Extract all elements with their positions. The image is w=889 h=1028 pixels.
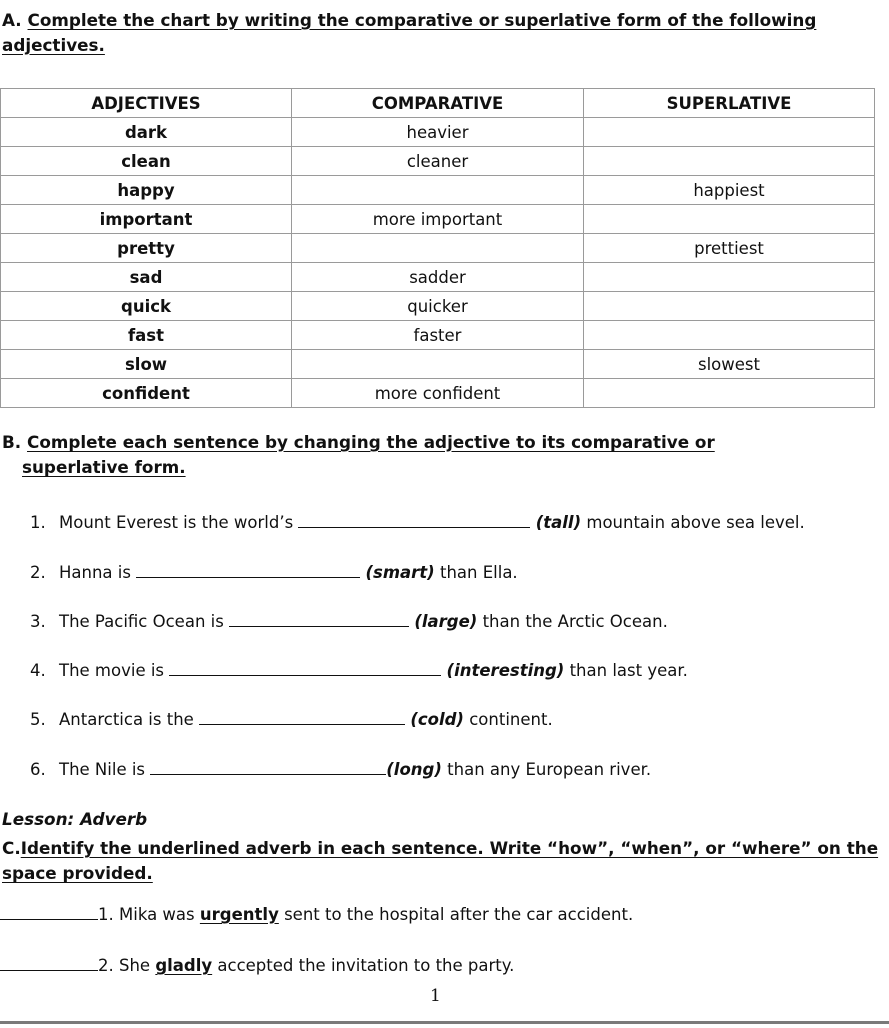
superlative-cell[interactable] [584,205,875,234]
adjective-cell: slow [1,350,292,379]
chart-row [1,379,875,408]
sentence-5: 5. Antarctica is the (cold) continent. [30,710,553,729]
superlative-cell[interactable] [584,379,875,408]
section-c-prefix: C. [2,838,21,858]
sentence-4: 4. The movie is (interesting) than last year. [30,661,688,680]
lesson-title: Lesson: Adverb [2,809,148,829]
sentence-6: 6. The Nile is (long) than any European river. [30,760,652,779]
section-a-prefix: A. [2,10,22,30]
chart-row [1,350,875,379]
section-a-instruction-line2: adjectives. [2,35,105,55]
adverb-item-1: 1. Mika was urgently sent to the hospital after the car accident. [0,905,633,924]
adjective-cell: fast [1,321,292,350]
superlative-cell[interactable]: slowest [584,350,875,379]
chart-row [1,263,875,292]
adjective-cell: quick [1,292,292,321]
page-number: 1 [430,986,441,1006]
comparative-cell[interactable]: quicker [292,292,584,321]
adjective-cell: clean [1,147,292,176]
comparative-cell[interactable] [292,234,584,263]
superlative-cell[interactable] [584,118,875,147]
chart-row [1,147,875,176]
adverb-answer-blank-1[interactable] [0,905,98,920]
adjective-cell: confident [1,379,292,408]
superlative-cell[interactable]: prettiest [584,234,875,263]
sentence-1: 1. Mount Everest is the world’s (tall) mountain above sea level. [30,513,805,532]
answer-blank-1[interactable] [298,513,530,528]
adjective-chart [0,88,875,408]
answer-blank-5[interactable] [199,710,405,725]
section-a-heading [2,8,887,58]
header-superlative: SUPERLATIVE [584,89,875,118]
answer-blank-2[interactable] [136,563,360,578]
adverb-item-2: 2. She gladly accepted the invitation to the party. [0,956,514,975]
comparative-cell[interactable]: sadder [292,263,584,292]
superlative-cell[interactable] [584,263,875,292]
superlative-cell[interactable] [584,292,875,321]
comparative-cell[interactable]: more confident [292,379,584,408]
comparative-cell[interactable] [292,176,584,205]
answer-blank-3[interactable] [229,612,409,627]
section-c-instruction-line1: Identify the underlined adverb in each sentence. Write “how”, “when”, or “where” on the [20,838,879,858]
adjective-cell: important [1,205,292,234]
answer-blank-4[interactable] [169,661,441,676]
header-comparative: COMPARATIVE [292,89,584,118]
chart-header-row [1,89,875,118]
superlative-cell[interactable]: happiest [584,176,875,205]
section-a-instruction-line1: Complete the chart by writing the comparative or superlative form of the following [27,10,817,30]
comparative-cell[interactable]: cleaner [292,147,584,176]
chart-row [1,176,875,205]
sentence-3: 3. The Pacific Ocean is (large) than the Arctic Ocean. [30,612,668,631]
comparative-cell[interactable]: heavier [292,118,584,147]
section-b-instruction-line1: Complete each sentence by changing the adjective to its comparative or [27,432,715,452]
comparative-cell[interactable] [292,350,584,379]
chart-row [1,292,875,321]
chart-row [1,205,875,234]
section-c-instruction-line2: space provided. [2,863,153,883]
sentence-2: 2. Hanna is (smart) than Ella. [30,563,518,582]
section-c-heading [2,836,887,886]
section-b-instruction-line2: superlative form. [22,457,186,477]
adjective-cell: dark [1,118,292,147]
adjective-cell: happy [1,176,292,205]
underlined-adverb-2: gladly [155,956,213,975]
chart-row [1,118,875,147]
section-b-prefix: B. [2,432,22,452]
adjective-cell: sad [1,263,292,292]
answer-blank-6[interactable] [150,760,386,775]
chart-row [1,234,875,263]
chart-row [1,321,875,350]
comparative-cell[interactable]: faster [292,321,584,350]
section-b-heading [2,430,872,480]
header-adjectives: ADJECTIVES [1,89,292,118]
page-bottom-rule [0,1021,889,1024]
superlative-cell[interactable] [584,147,875,176]
adjective-cell: pretty [1,234,292,263]
superlative-cell[interactable] [584,321,875,350]
underlined-adverb-1: urgently [199,905,279,924]
comparative-cell[interactable]: more important [292,205,584,234]
adverb-answer-blank-2[interactable] [0,956,98,971]
